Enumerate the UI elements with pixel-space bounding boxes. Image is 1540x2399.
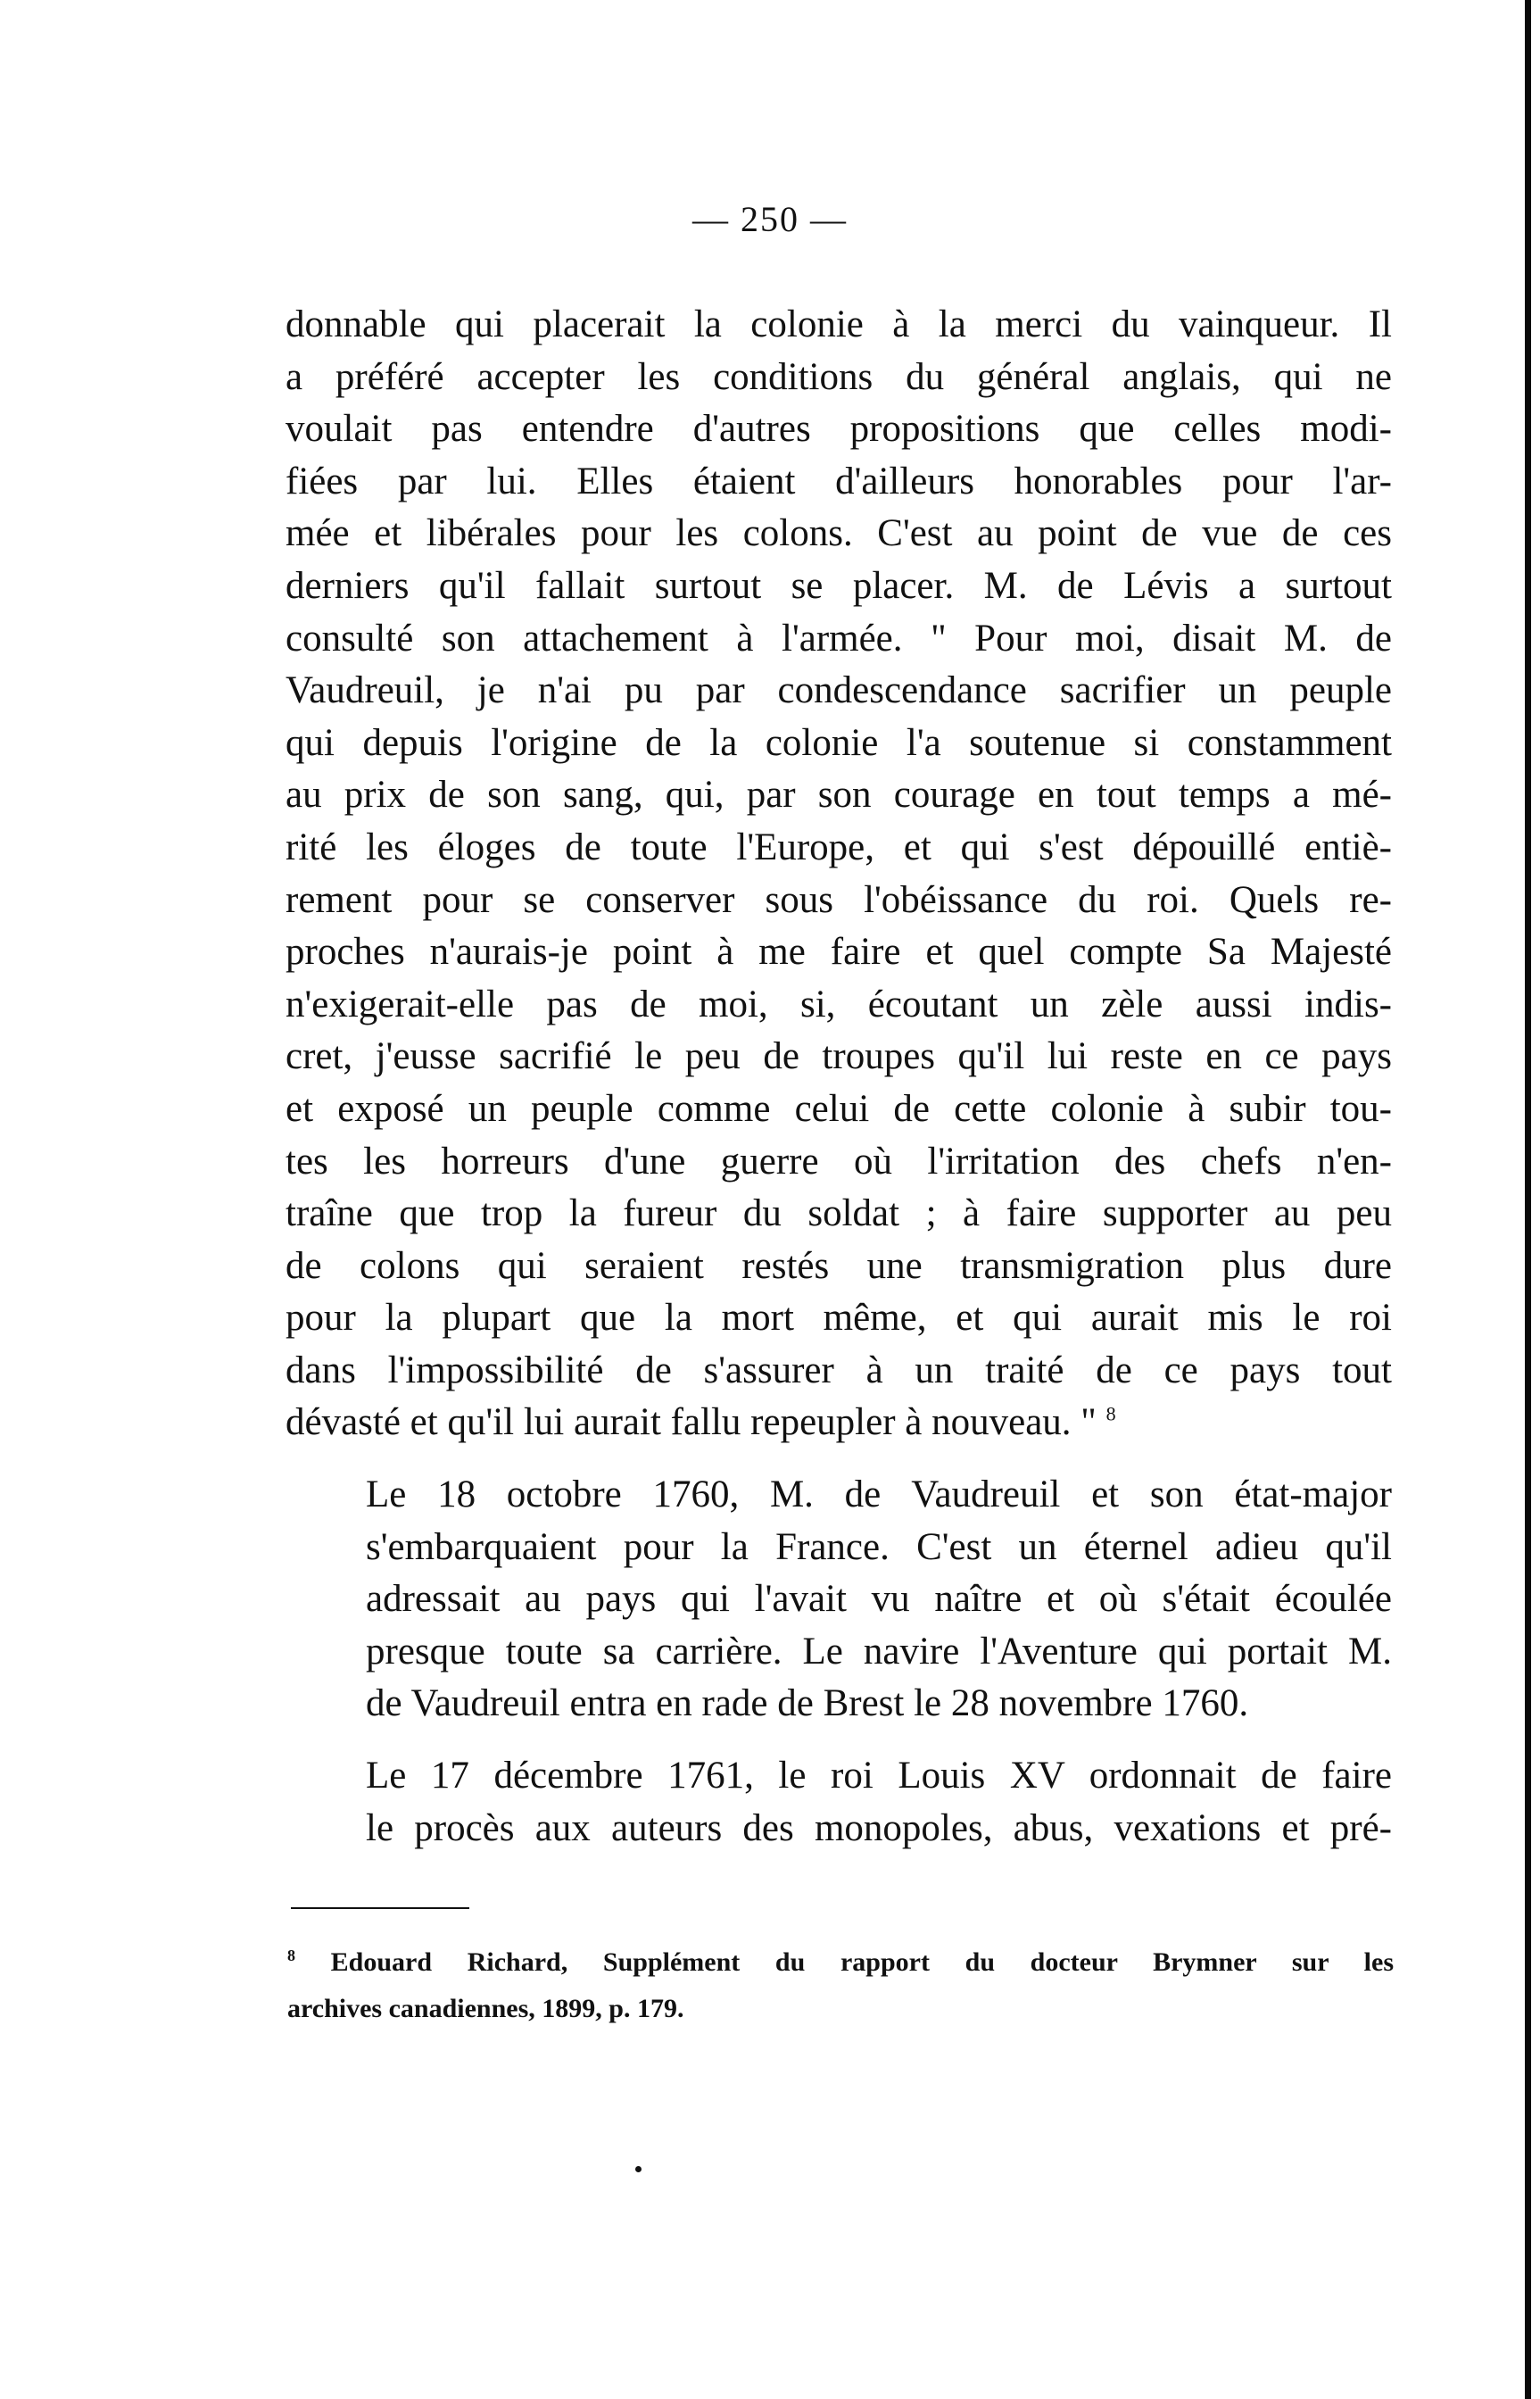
text-line: derniers qu'il fallait surtout se placer. M. de Lévis a surtout [286,564,1392,607]
text-line: a préféré accepter les conditions du général anglais, qui ne [286,355,1392,398]
text-line: de colons qui seraient restés une transmigration plus dure [286,1244,1392,1287]
text-line [286,1397,1392,1449]
footnote-reference[interactable]: 8 [1105,1403,1116,1426]
text-line: adressait au pays qui l'avait vu naître et où s'était écoulée [366,1578,1392,1621]
text-line: de Vaudreuil entra en rade de Brest le 28 novembre 1760. [366,1682,1249,1725]
text-line: rement pour se conserver sous l'obéissance du roi. Quels re- [286,878,1392,921]
text-line: s'embarquaient pour la France. C'est un éternel adieu qu'il [366,1525,1392,1568]
text-line: proches n'aurais-je point à me faire et quel compte Sa Majesté [286,931,1392,974]
text-line: qui depuis l'origine de la colonie l'a soutenue si constamment [286,721,1392,764]
text-line: pour la plupart que la mort même, et qui aurait mis le roi [286,1297,1392,1340]
text-line: Vaudreuil, je n'ai pu par condescendance sacrifier un peuple [286,669,1392,712]
text-line: presque toute sa carrière. Le navire l'Aventure qui portait M. [366,1630,1392,1673]
text-line: le procès aux auteurs des monopoles, abus, vexations et pré- [366,1806,1392,1849]
stray-dot [635,2166,642,2172]
text-line: rité les éloges de toute l'Europe, et qui s'est dépouillé entiè- [286,826,1392,868]
paragraph-1 [286,299,1392,1449]
paragraph-2 [286,1469,1392,1731]
footnote-mark: 8 [287,1947,295,1964]
text-line: au prix de son sang, qui, par son courage en tout temps a mé- [286,774,1392,817]
footnote-line [287,1939,1394,1986]
text-line: Le 18 octobre 1760, M. de Vaudreuil et son état-major [366,1473,1392,1516]
text-line: voulait pas entendre d'autres propositions que celles modi- [286,408,1392,451]
paragraph-3 [286,1750,1392,1855]
text-line: mée et libérales pour les colons. C'est au point de vue de ces [286,512,1392,555]
text-line: tes les horreurs d'une guerre où l'irritation des chefs n'en- [286,1140,1392,1183]
text-line: n'exigerait-elle pas de moi, si, écoutant un zèle aussi indis- [286,983,1392,1025]
text-line-content: dévasté et qu'il lui aurait fallu repeupler à nouveau. " [286,1401,1097,1444]
text-line: donnable qui placerait la colonie à la merci du vainqueur. Il [286,303,1392,345]
text-line: traîne que trop la fureur du soldat ; à faire supporter au peu [286,1192,1392,1235]
text-line: fiées par lui. Elles étaient d'ailleurs honorables pour l'ar- [286,460,1392,502]
text-line: consulté son attachement à l'armée. " Pour moi, disait M. de [286,617,1392,660]
text-line: dans l'impossibilité de s'assurer à un traité de ce pays tout [286,1349,1392,1391]
footnote-divider [291,1907,469,1909]
footnote [287,1939,1394,2032]
page-edge-border [1525,0,1531,2399]
text-line: Le 17 décembre 1761, le roi Louis XV ordonnait de faire [366,1755,1392,1797]
text-line: cret, j'eusse sacrifié le peu de troupes qu'il lui reste en ce pays [286,1035,1392,1078]
text-line: et exposé un peuple comme celui de cette colonie à subir tou- [286,1087,1392,1130]
footnote-line: archives canadiennes, 1899, p. 179. [287,1994,684,2023]
page-number: — 250 — [692,199,848,239]
body-text [286,299,1392,1855]
footnote-text: Edouard Richard, Supplément du rapport du docteur Brymner sur les [330,1947,1394,1977]
